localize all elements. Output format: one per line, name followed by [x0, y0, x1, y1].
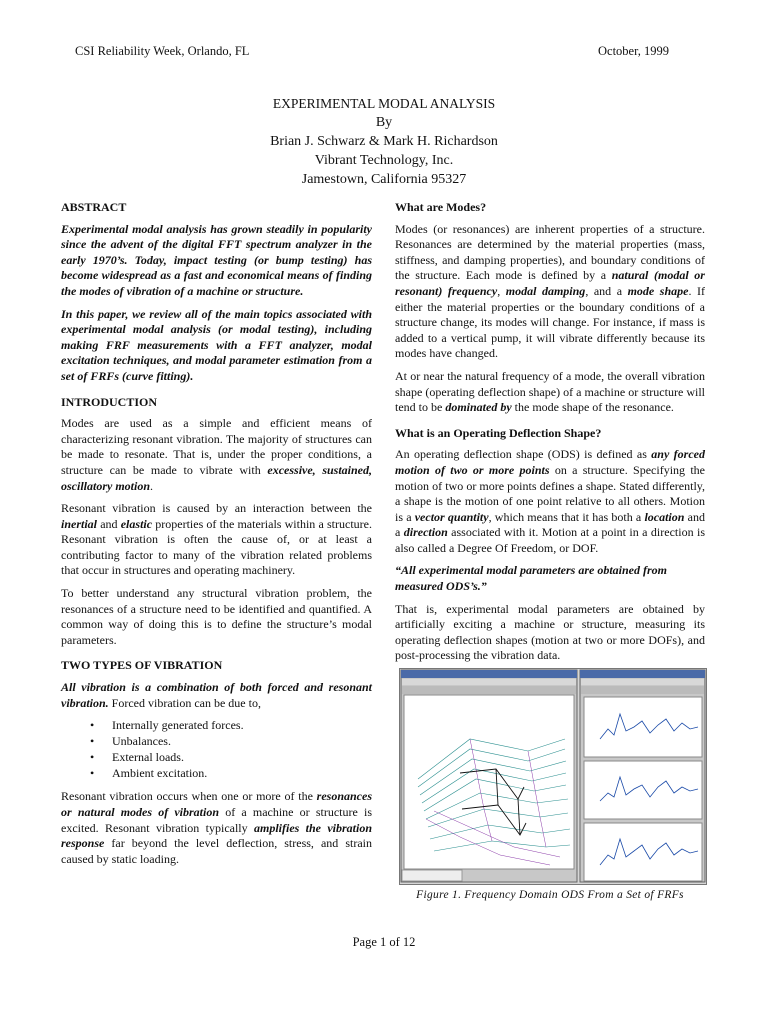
paper-title: EXPERIMENTAL MODAL ANALYSIS: [272, 96, 496, 111]
title-block: [0, 94, 768, 189]
intro-para-1: Modes are used as a simple and efficient means of characterizing resonant vibration. The majority of structures can be made to resonate. That is, under the proper conditions, a structure can be made to vibrate with excessive, sustained, oscillatory motion.: [61, 416, 372, 493]
running-header-right: October, 1999: [598, 44, 670, 58]
list-item: • External loads.: [112, 750, 372, 766]
modes-para-1: Modes (or resonances) are inherent properties of a structure. Resonances are determined by the material properties (mass, stiffness, and damping properties), and boundary conditions of the structure. Each mode is defined by a natural (modal or resonant) frequency, modal damping, and a mode shape. If either the material properties or the boundary conditions of a structure change, its modes will change. For instance, if mass is added to a vertical pump, it will vibrate differently because its modes have changed.: [395, 221, 705, 361]
authors: Brian J. Schwarz & Mark H. Richardson: [270, 134, 498, 149]
page-number: Page 1 of 12: [352, 935, 416, 949]
abstract-para-2: In this paper, we review all of the main topics associated with experimental modal analysis (or modal testing), including making FRF measurements with a FFT analyzer, modal excitation techniques, and modal parameter estimation from a set of FRFs (curve fitting).: [61, 306, 372, 383]
ods-para-1: An operating deflection shape (ODS) is defined as any forced motion of two or more points on a structure. Specifying the motion of two or more points defines a shape. Stated differently, a shape is the motion of one point relative to all others. Motion is a vector quantity, which means that it has both a location and a direction associated with it. Motion at a point in a direction is also called a Degree Of Freedom, or DOF.: [395, 447, 705, 555]
figure-1-caption: Figure 1. Frequency Domain ODS From a Set of FRFs: [416, 889, 684, 901]
two-types-para: All vibration is a combination of both forced and resonant vibration. Forced vibration can be due to,: [61, 680, 372, 710]
ods-para-2: That is, experimental modal parameters are obtained by artificially exciting a machine or structure, measuring its operating deflection shapes (motion at two or more DOFs), and post-processing the vibration data.: [395, 601, 705, 663]
left-column: [61, 200, 372, 874]
location: Jamestown, California 95327: [301, 172, 467, 187]
modes-para-2: At or near the natural frequency of a mode, the overall vibration shape (operating deflection shape) of a machine or structure will tend to be dominated by the mode shape of the resonance.: [395, 368, 705, 415]
right-column: [395, 200, 705, 671]
resonant-para: Resonant vibration occurs when one or more of the resonances or natural modes of vibration of a machine or structure is excited. Resonant vibration typically amplifies the vibration response far beyond the level deflection, stress, and strain caused by static loading.: [61, 789, 372, 866]
by-line: By: [375, 115, 393, 130]
list-item: • Ambient excitation.: [112, 766, 372, 782]
two-types-heading: TWO TYPES OF VIBRATION: [61, 658, 223, 673]
figure-1-graphic: [400, 669, 706, 884]
forced-vibration-list: [61, 718, 372, 781]
pull-quote: “All experimental modal parameters are obtained from measured ODS’s.”: [395, 563, 667, 594]
ods-heading: What is an Operating Deflection Shape?: [395, 425, 602, 440]
introduction-heading: INTRODUCTION: [61, 394, 158, 409]
modes-heading: What are Modes?: [395, 200, 487, 214]
running-header-left: CSI Reliability Week, Orlando, FL: [75, 44, 250, 58]
organization: Vibrant Technology, Inc.: [314, 153, 454, 168]
intro-para-3: To better understand any structural vibration problem, the resonances of a structure need to be identified and quantified. A common way of doing this is to define the structure’s modal parameters.: [61, 586, 372, 647]
list-item: • Internally generated forces.: [112, 718, 372, 734]
list-item: • Unbalances.: [112, 734, 372, 750]
abstract-heading: ABSTRACT: [61, 200, 127, 214]
abstract-para-1: Experimental modal analysis has grown steadily in popularity since the advent of the digital FFT spectrum analyzer in the early 1970’s. Today, impact testing (or bump testing) has become widespread as a fast and economical means of finding the modes of vibration of a machine or structure.: [61, 221, 372, 298]
figure-1-screenshot: [399, 668, 707, 885]
intro-para-2: Resonant vibration is caused by an interaction between the inertial and elastic properties of the materials within a structure. Resonant vibration is often the cause of, or at least a contributing factor to many of the vibration related problems that occur in structures and operating machinery.: [61, 501, 372, 578]
